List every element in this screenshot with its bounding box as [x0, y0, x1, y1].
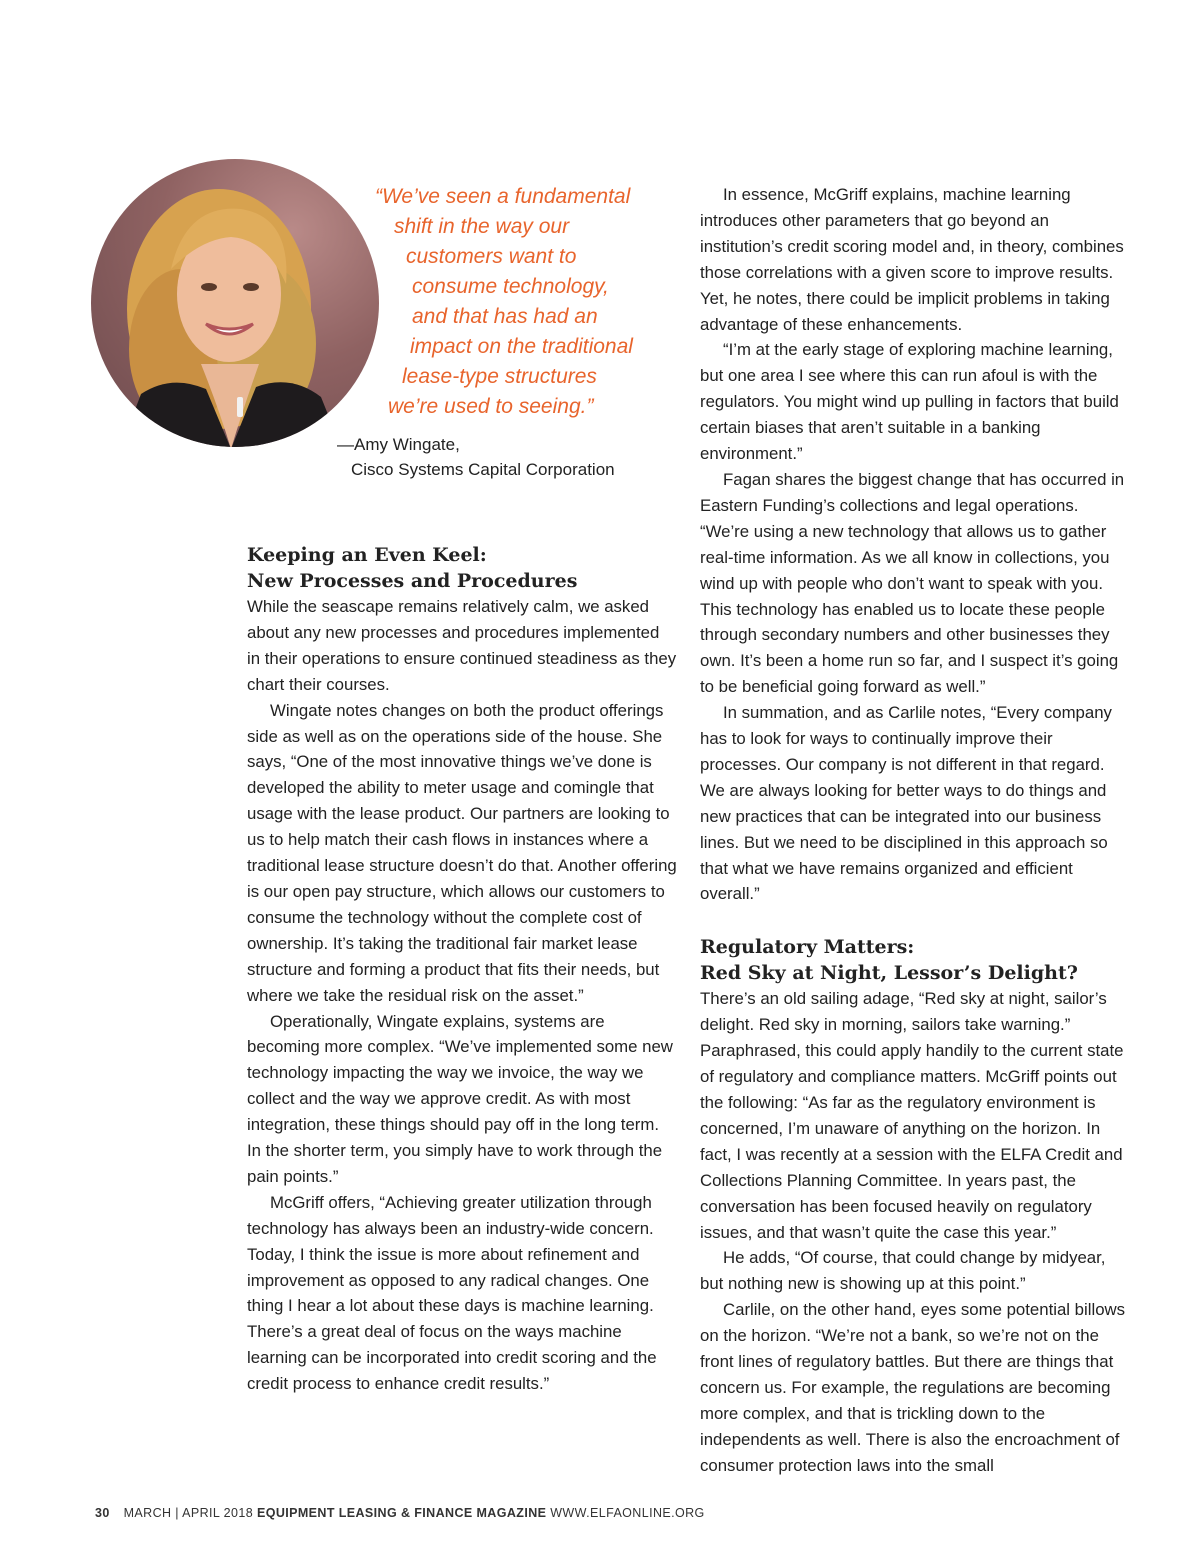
left-column — [247, 542, 677, 1397]
pull-quote-line: customers want to — [406, 245, 577, 268]
attribution-name: —Amy Wingate, — [337, 435, 460, 454]
page-footer — [95, 1506, 705, 1520]
body-paragraph: “I’m at the early stage of exploring machine learning, but one area I see where this can run afoul is with the regulators. You might wind up pulling in factors that build certain biases that aren’t suitable in a banking environment.” — [700, 340, 1119, 464]
body-paragraph: There’s an old sailing adage, “Red sky at night, sailor’s delight. Red sky in morning, sailors take warning.” Paraphrased, this could apply handily to the current state of regulatory and compliance matters. McGriff points out the following: “As far as the regulatory environment is concerned, I’m unaware of anything on the horizon. In fact, I was recently at a session with the ELFA Credit and Collections Planning Committee. In years past, the conversation has been focused heavily on regulatory issues, and that wasn’t quite the case this year.” — [700, 989, 1124, 1242]
issue-date: MARCH | APRIL 2018 — [123, 1506, 254, 1520]
body-paragraph: In essence, McGriff explains, machine learning introduces other parameters that go beyond an institution’s credit scoring model and, in theory, combines those correlations with a given score to improve results. Yet, he notes, there could be implicit problems in taking advantage of these enhancements. — [700, 185, 1124, 334]
pull-quote-line: lease-type structures — [402, 365, 597, 388]
right-column — [700, 182, 1130, 1479]
pull-quote-line: shift in the way our — [394, 215, 570, 238]
website-link[interactable]: WWW.ELFAONLINE.ORG — [550, 1506, 705, 1520]
pull-quote-line: impact on the traditional — [410, 335, 633, 358]
body-paragraph: He adds, “Of course, that could change by midyear, but nothing new is showing up at this point.” — [700, 1248, 1106, 1294]
pull-quote-line: “We’ve seen a fundamental — [375, 185, 631, 208]
magazine-name: EQUIPMENT LEASING & FINANCE MAGAZINE — [256, 1506, 547, 1520]
body-paragraph: McGriff offers, “Achieving greater utilization through technology has always been an industry-wide concern. Today, I think the issue is more about refinement and improvement as opposed to any radical changes. One thing I hear a lot about these days is machine learning. There’s a great deal of focus on the ways machine learning can be incorporated into credit scoring and the credit process to enhance credit results.” — [247, 1192, 657, 1394]
section-heading-line: Red Sky at Night, Lessor’s Delight? — [700, 962, 1078, 985]
portrait-photo — [91, 159, 379, 447]
body-paragraph: Wingate notes changes on both the product offerings side as well as on the operations side of the house. She says, “One of the most innovative things we’ve done is developed the ability to meter usage and comingle that usage with the lease product. Our partners are looking to us to help match their cash flows in instances where a traditional lease structure doesn’t do that. Another offering is our open pay structure, which allows our customers to consume the technology without the complete cost of ownership. It’s taking the traditional fair market lease structure and forming a product that fits their needs, but where we take the residual risk on the asset.” — [247, 700, 677, 1005]
portrait-illustration — [91, 159, 379, 447]
body-paragraph: Operationally, Wingate explains, systems are becoming more complex. “We’ve implemented some new technology impacting the way we invoice, the way we collect and the way we approve credit. As with most integration, these things should pay off in the long term. In the shorter term, you simply have to work through the pain points.” — [247, 1011, 673, 1186]
pull-quote-line: we’re used to seeing.” — [388, 395, 594, 418]
attribution-org: Cisco Systems Capital Corporation — [351, 460, 615, 479]
section-heading — [700, 934, 1130, 986]
pull-quote-line: consume technology, — [412, 275, 609, 298]
quote-attribution — [337, 432, 615, 482]
pull-quote — [355, 182, 685, 422]
body-paragraph: While the seascape remains relatively calm, we asked about any new processes and procedures implemented in their operations to ensure continued steadiness as they chart their courses. — [247, 597, 677, 694]
section-heading-line: Keeping an Even Keel: — [247, 544, 487, 566]
section-heading — [247, 542, 677, 594]
pull-quote-line: and that has had an — [412, 305, 598, 328]
section-heading-line: New Processes and Procedures — [247, 570, 578, 592]
body-paragraph: Fagan shares the biggest change that has occurred in Eastern Funding’s collections and legal operations. “We’re using a new technology that allows us to gather real-time information. As we all know in collections, you wind up with people who don’t want to speak with you. This technology has enabled us to locate these people through secondary numbers and other businesses they own. It’s been a home run so far, and I suspect it’s going to be beneficial going forward as well.” — [700, 469, 1125, 697]
body-paragraph: Carlile, on the other hand, eyes some potential billows on the horizon. “We’re not a bank, so we’re not on the front lines of regulatory battles. But there are things that concern us. For example, the regulations are becoming more complex, and that is trickling down to the independents as well. There is also the encroachment of consumer protection laws into the small — [700, 1300, 1126, 1475]
page-number: 30 — [95, 1506, 110, 1520]
body-paragraph: In summation, and as Carlile notes, “Every company has to look for ways to continually improve their processes. Our company is not different in that regard. We are always looking for better ways to do things and new practices that can be integrated into our business lines. But we need to be disciplined in this approach so that what we have remains organized and efficient overall.” — [700, 703, 1112, 904]
section-heading-line: Regulatory Matters: — [700, 936, 915, 959]
